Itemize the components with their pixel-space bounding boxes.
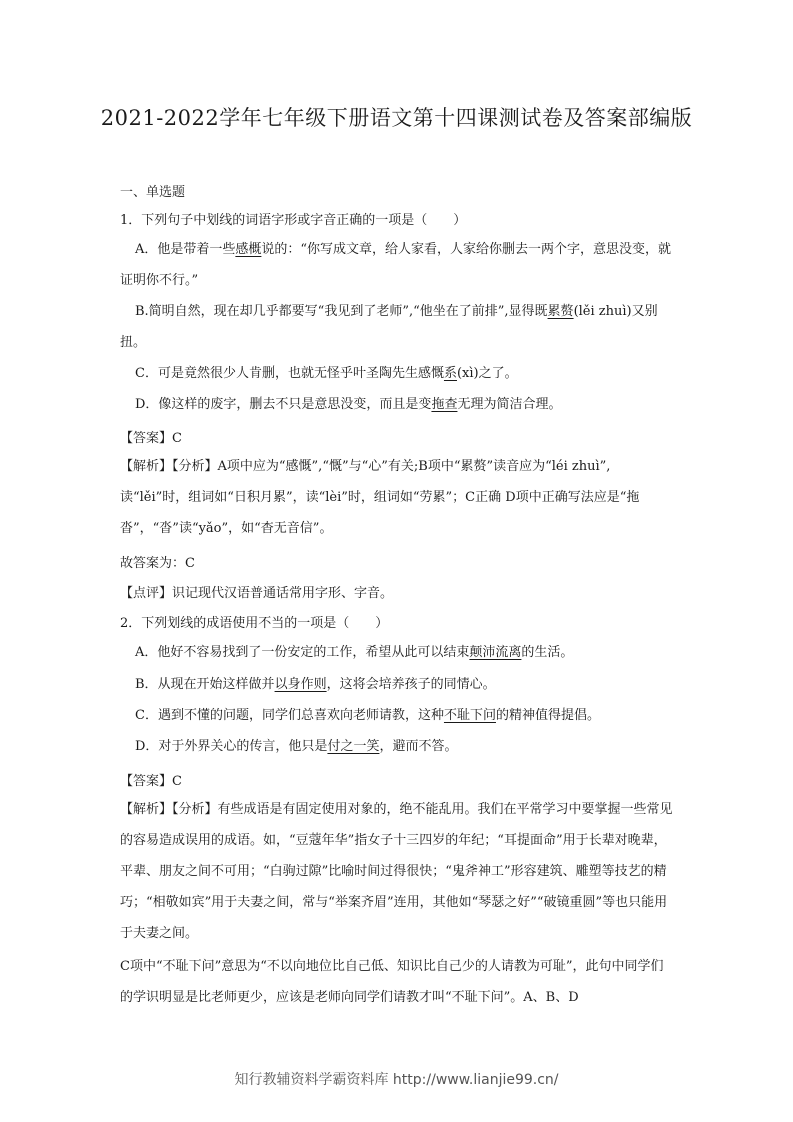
q2-option-b <box>120 669 675 700</box>
q1-stem: 1．下列句子中划线的词语字形或字音正确的一项是（ ） <box>120 213 467 228</box>
q2-d-underlined: 付之一笑 <box>327 739 380 754</box>
q2-c-underlined: 不耻下问 <box>443 708 496 723</box>
q1-c-text-2: (xì)之了。 <box>456 366 518 381</box>
footer-watermark: 知行教辅资料学霸资料库 http://www.lianjie99.cn/ <box>234 1072 559 1088</box>
q1-b-text-2: (lěi zhuì)又别扭。 <box>120 304 658 350</box>
q1-b-text-1: B.简明自然，现在却几乎都要写“我见到了老师”,“他坐在了前排”,显得既 <box>135 304 548 319</box>
q1-option-a <box>120 234 675 296</box>
q2-a-underlined: 颠沛流离 <box>469 645 522 660</box>
q2-a-text-2: 的生活。 <box>521 645 574 660</box>
q2-c-text-2: 的精神值得提倡。 <box>495 708 600 723</box>
q2-b-underlined: 以身作则 <box>274 677 327 692</box>
q1-c-underlined: 系 <box>443 366 457 381</box>
q1-c-text-1: C．可是竟然很少人肯删，也就无怪乎叶圣陶先生感慨 <box>135 366 444 381</box>
q2-option-a <box>120 637 675 668</box>
q2-c-text-1: C．遇到不懂的问题，同学们总喜欢向老师请教，这种 <box>135 708 444 723</box>
q1-d-underlined: 拖查 <box>431 397 458 412</box>
q1-a-underlined: 感概 <box>235 242 262 257</box>
q1-comment: 【点评】识记现代汉语普通话常用字形、字音。 <box>120 586 394 601</box>
q1-d-text-2: 无理为简洁合理。 <box>457 397 562 412</box>
q2-answer: 【答案】C <box>120 774 182 789</box>
q2-stem: 2．下列划线的成语使用不当的一项是（ ） <box>120 616 389 631</box>
q1-answer: 【答案】C <box>120 431 182 446</box>
document-title: 2021-2022学年七年级下册语文第十四课测试卷及答案部编版 <box>100 106 693 130</box>
q2-b-text-2: ，这将会培养孩子的同情心。 <box>326 677 496 692</box>
q1-a-text-2: 说的：“你写成文章，给人家看，人家给你删去一两个字，意思没变，就证明你不行。” <box>120 242 672 288</box>
q1-b-underlined: 累赘 <box>547 304 574 319</box>
q1-d-text-1: D．像这样的废字，删去不只是意思没变，而且是变 <box>135 397 432 412</box>
q1-conclusion: 故答案为：C <box>120 556 195 571</box>
q1-option-b <box>120 296 675 358</box>
q1-option-d <box>120 389 675 420</box>
q2-option-c <box>120 700 675 731</box>
q2-a-text-1: A．他好不容易找到了一份安定的工作，希望从此可以结束 <box>135 645 470 660</box>
q2-analysis-continued: C项中“不耻下问”意思为“不以向地位比自己低、知识比自己少的人请教为可耻”，此句中同学们的学识明显是比老师更少，应该是老师向同学们请教才叫“不耻下问”。A、B、D <box>120 959 664 1005</box>
q1-analysis: 【解析】【分析】A项中应为“感慨”,“慨”与“心”有关;B项中“累赘”读音应为“léi zhuì”,读“lěi”时，组词如“日积月累”，读“lèi”时，组词如“劳累”；C正确 D项中正确写法应是“拖沓”，“沓”读“yǎo”，如“杳无音信”。 <box>120 459 640 536</box>
q2-option-d <box>120 731 675 762</box>
section-heading: 一、单选题 <box>120 185 186 200</box>
q2-analysis: 【解析】【分析】有些成语是有固定使用对象的，绝不能乱用。我们在平常学习中要掌握一些常见的容易造成误用的成语。如，“豆蔻年华”指女子十三四岁的年纪；“耳提面命”用于长辈对晚辈，平辈、朋友之间不可用；“白驹过隙”比喻时间过得很快；“鬼斧神工”形容建筑、雕塑等技艺的精巧；“相敬如宾”用于夫妻之间，常与“举案齐眉”连用，其他如“琴瑟之好”“破镜重圆”等也只能用于夫妻之间。 <box>120 802 673 941</box>
q2-d-text-1: D．对于外界关心的传言，他只是 <box>135 739 328 754</box>
q1-a-text-1: A．他是带着一些 <box>135 242 236 257</box>
q1-option-c <box>120 358 675 389</box>
q2-d-text-2: ，避而不答。 <box>379 739 458 754</box>
q2-b-text-1: B．从现在开始这样做并 <box>135 677 275 692</box>
